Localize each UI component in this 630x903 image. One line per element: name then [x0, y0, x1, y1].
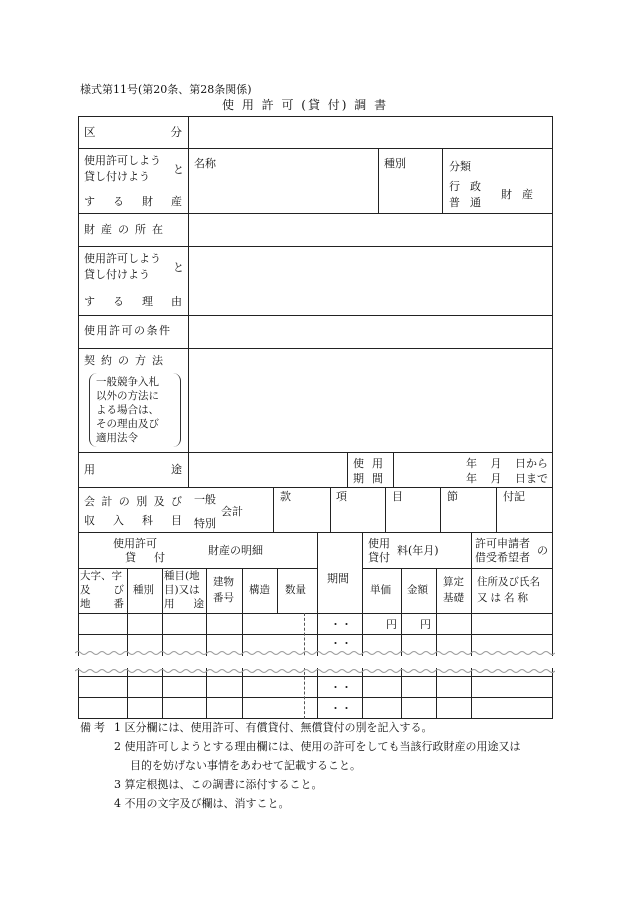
col-basis-l1: 算定: [443, 576, 464, 588]
col-amount: 金額: [407, 584, 428, 596]
reason-label-line1: 使用許可しよう: [84, 252, 161, 265]
account-label-line2: 収入科目: [84, 514, 182, 527]
account-ippan: 一般: [194, 493, 216, 506]
note-1: 1 区分欄には、使用許可、有償貸付、無償貸付の別を記入する。: [114, 721, 433, 734]
col-chimoku-l1: 種目(地: [164, 570, 200, 582]
note-2b: 目的を妨げない事情をあわせて記載すること。: [130, 759, 361, 772]
account-label-line1: 会計の別及び: [84, 495, 182, 508]
detail-header-app-no: の: [537, 544, 548, 557]
contract-note-line5: 適用法令: [96, 432, 138, 444]
account-kan: 款: [280, 490, 291, 503]
col-chimoku-l3: 用途: [164, 598, 204, 610]
contract-label: 契約の方法: [84, 354, 169, 367]
detail-header-meisai: 財産の明細: [208, 544, 263, 557]
col-bldg-l2: 番号: [213, 592, 234, 604]
col-addr-l1: 住所及び氏名: [477, 576, 540, 588]
detail-header-app-l1: 許可申請者: [475, 537, 530, 550]
period-from: 年 月 日から: [466, 457, 548, 470]
account-kaikei: 会計: [221, 505, 243, 518]
property-label-line1: 使用許可しよう: [84, 154, 161, 167]
property-class-zaisan: 財産: [501, 188, 543, 201]
detail-header-kikan: 期間: [327, 572, 349, 585]
property-type-label: 種別: [384, 157, 406, 170]
note-3: 3 算定根拠は、この調書に添付すること。: [114, 778, 323, 791]
note-4: 4 不用の文字及び欄は、消すこと。: [114, 797, 290, 810]
col-aza-l3: 地番: [80, 598, 124, 610]
col-addr-l2: 又は名称: [477, 592, 531, 604]
reason-label-to: と: [173, 261, 184, 274]
account-biko: 付記: [503, 490, 525, 503]
row1-yen-unit: 円: [386, 618, 397, 631]
row3-dots: ・・: [330, 681, 352, 694]
detail-header-fee-l3: 料(年月): [397, 544, 439, 557]
row2-dots: ・・: [330, 637, 352, 650]
location-label: 財産の所在: [84, 223, 169, 236]
detail-header-kashitsuke: 貸付: [125, 551, 183, 564]
col-aza-l1: 大字、字: [80, 570, 122, 582]
col-type: 種別: [133, 584, 154, 596]
col-basis-l2: 基礎: [443, 592, 464, 604]
conditions-label: 使用許可の条件: [84, 324, 172, 337]
col-chimoku-l2: 目)又は: [164, 584, 200, 596]
account-kou: 項: [336, 490, 347, 503]
page-title: 使 用 許 可 (貸 付) 調 書: [222, 98, 389, 112]
detail-header-shiyo: 使用許可: [113, 537, 157, 550]
row4-dots: ・・: [330, 702, 352, 715]
contract-note-line2: 以外の方法に: [96, 390, 159, 402]
detail-header-fee-l2: 貸付: [368, 551, 390, 564]
purpose-label: 用途: [84, 463, 182, 476]
property-label-line2: 貸し付けよう: [84, 170, 150, 183]
property-label-line3: する財産: [84, 195, 182, 208]
break-wave-icon: [75, 668, 555, 674]
property-class-futsu: 普通: [449, 196, 491, 209]
detail-header-app-l2: 借受希望者: [475, 551, 530, 564]
col-bldg-l1: 建物: [213, 576, 234, 588]
col-qty: 数量: [285, 584, 306, 596]
reason-label-line2: 貸し付けよう: [84, 268, 150, 281]
account-tokubetsu: 特別: [194, 517, 216, 530]
note-2a: 2 使用許可しようとする理由欄には、使用の許可をしても当該行政財産の用途又は: [114, 740, 521, 753]
period-label-line2: 期間: [353, 472, 391, 485]
row1-dots: ・・: [330, 618, 352, 631]
contract-note-line4: その理由及び: [96, 418, 159, 430]
kubun-label: 区分: [84, 125, 182, 139]
account-setsu: 節: [447, 490, 458, 503]
contract-note-line1: 一般競争入札: [96, 376, 159, 388]
period-to: 年 月 日まで: [466, 472, 548, 485]
form-number: 様式第11号(第20条、第28条関係): [80, 83, 252, 96]
property-label-to: と: [173, 163, 184, 176]
detail-header-fee-l1: 使用: [368, 537, 390, 550]
notes-head: 備考: [80, 721, 108, 734]
reason-label-line3: する理由: [84, 295, 182, 308]
period-label-line1: 使用: [353, 457, 391, 470]
property-name-label: 名称: [194, 157, 216, 170]
account-moku: 目: [392, 490, 403, 503]
property-class-gyosei: 行政: [449, 180, 491, 193]
col-unit: 単価: [370, 584, 391, 596]
col-struct: 構造: [249, 584, 270, 596]
col-aza-l2: 及び: [80, 584, 124, 596]
row1-yen-amount: 円: [420, 618, 431, 631]
contract-note-line3: よる場合は、: [96, 404, 159, 416]
property-class-label: 分類: [449, 160, 471, 173]
